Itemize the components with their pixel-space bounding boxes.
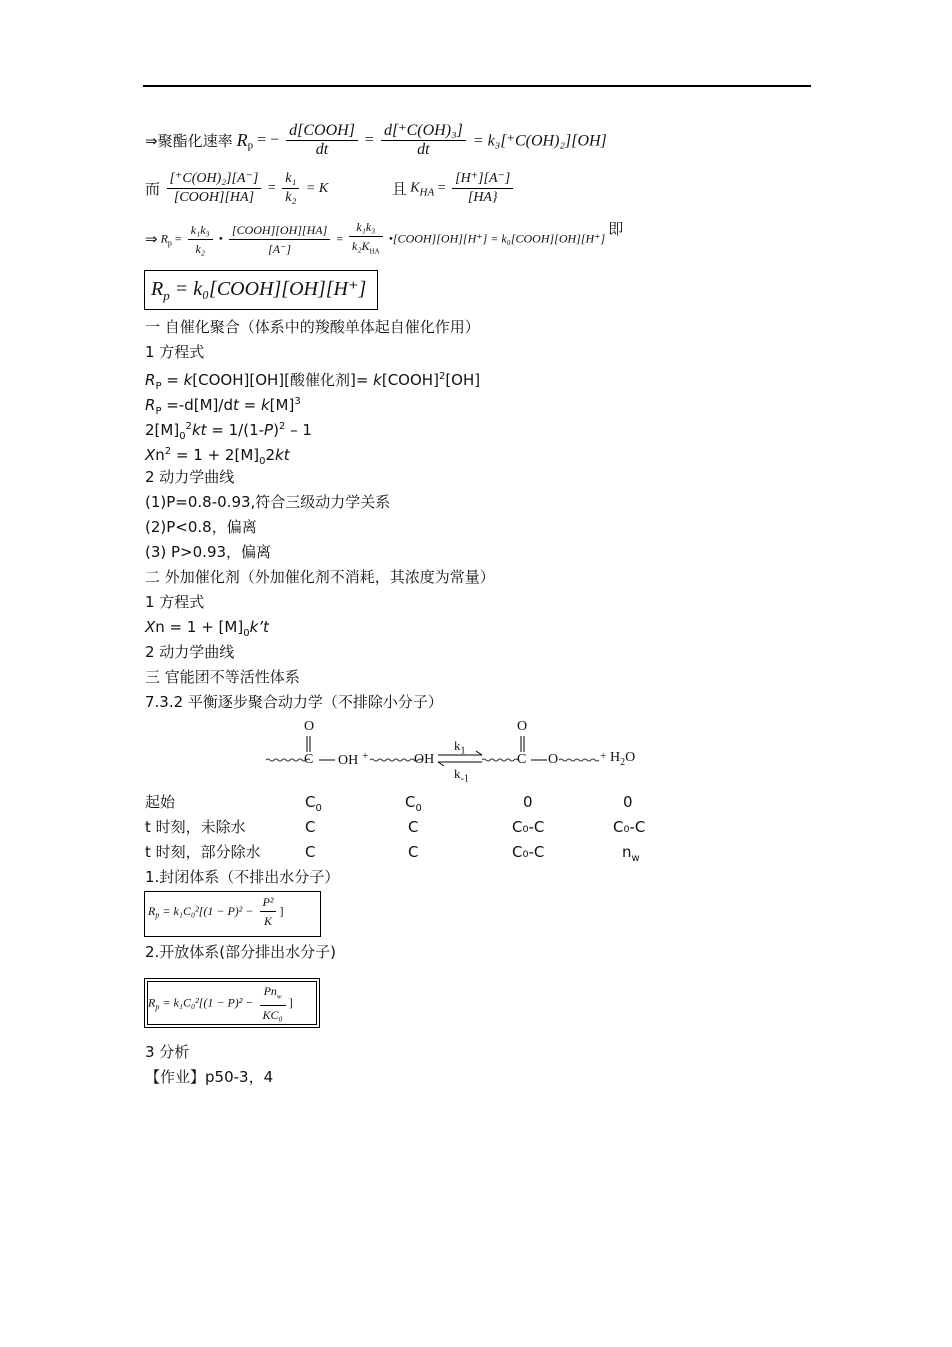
eq3-num3: k₁k₃ [349, 218, 383, 237]
eq-line-xn-2 [145, 617, 269, 644]
eq3-num2: [COOH][OH][HA] [229, 221, 330, 240]
eq1-prefix: ⇒聚酯化速率 [145, 132, 233, 150]
section-external-catalyst: 二 外加催化剂（外加催化剂不消耗，其浓度为常量） [145, 568, 495, 586]
eq2-eq3: = [437, 180, 446, 196]
cell: C [408, 843, 419, 861]
cell [305, 792, 322, 819]
t: 0 [179, 431, 186, 442]
rate-equation-3 [145, 218, 623, 262]
t: 0 [243, 628, 250, 639]
cell: C₀-C [512, 843, 545, 861]
t: n [622, 843, 632, 861]
t: X [145, 446, 156, 464]
open-lhs: R [148, 995, 156, 1010]
t: R [145, 396, 156, 414]
eq2-kha: K [410, 180, 420, 196]
eq3-suffix: 即 [608, 220, 624, 238]
eq2-den1: [COOH][HA] [173, 190, 255, 205]
plus-2: + [600, 750, 607, 762]
t: = [161, 371, 184, 389]
item-3: (3) P>0.93，偏离 [145, 543, 272, 561]
eq3-frac1 [188, 221, 213, 258]
homework-line: 【作业】p50-3，4 [145, 1068, 274, 1086]
t: [COOH][OH][酸催化剂]= [192, 371, 374, 389]
closed-system-title: 1.封闭体系（不排出水分子） [145, 868, 340, 886]
closed-end: ] [279, 904, 284, 918]
t: 0 [315, 803, 322, 814]
water-sub: 2 [620, 756, 626, 768]
t: k [183, 371, 193, 389]
eq1-rp-sub: p [247, 139, 254, 152]
t: = 1 + 2[M] [171, 446, 260, 464]
closed-num: P² [260, 893, 277, 912]
t: n = 1 + [M] [155, 618, 244, 636]
eq2-den2: k₂ [285, 190, 297, 205]
t: 3 [294, 396, 301, 407]
km1-sub: -1 [460, 773, 469, 785]
closed-system-equation [148, 893, 283, 930]
reverse-arrowhead [438, 762, 444, 766]
t: = 1/(1- [206, 421, 265, 439]
eq2-kha-sub: HA [419, 186, 435, 199]
t: R [145, 371, 156, 389]
cell: C₀-C [512, 818, 545, 836]
eq3-rhs: •[COOH][OH][H⁺] = k₀[COOH][OH][H⁺] [388, 231, 606, 246]
t: 2 [438, 371, 446, 382]
carbon-1: C [304, 752, 314, 767]
eq3-den2: [A⁻] [268, 241, 292, 256]
row-label-no-removal: t 时刻，未除水 [145, 818, 246, 836]
t: 2[M] [145, 421, 180, 439]
t: kt [275, 446, 290, 464]
eq2-num2: k₁ [282, 170, 299, 189]
subsection-kinetic-curve-1: 2 动力学曲线 [145, 468, 235, 486]
t: [COOH] [381, 371, 439, 389]
eq3-dot: • [218, 231, 223, 246]
eq3-eq: = [174, 231, 182, 246]
t: P [155, 381, 162, 392]
carbon-2: C [517, 752, 527, 767]
eq2-num3: [H⁺][A⁻] [452, 170, 513, 189]
eq1-frac2 [381, 122, 466, 159]
open-frac [260, 982, 286, 1024]
boxed-rate-law-text [151, 276, 366, 304]
section-equilibrium-kinetics: 7.3.2 平衡逐步聚合动力学（不排除小分子） [145, 693, 443, 711]
open-lhs-sub: p [155, 1002, 160, 1012]
plus-1: + [362, 750, 369, 762]
row-label-partial-removal: t 时刻，部分除水 [145, 843, 261, 861]
water [610, 750, 635, 768]
eq3-frac2 [229, 221, 330, 258]
t: k [260, 396, 270, 414]
eq1-num2: d[⁺C(OH)₃] [381, 122, 466, 141]
open-den: KC₀ [262, 1008, 283, 1023]
hydroxyl-1: OH [338, 753, 359, 768]
closed-lhs-sub: p [155, 910, 160, 920]
cell [622, 842, 640, 869]
eq2-mid: 且 [391, 180, 407, 198]
km1: k [454, 766, 461, 781]
boxed-rp-sub: p [163, 288, 170, 303]
rate-constant-reverse [454, 766, 469, 785]
open-num-text: Pn [263, 984, 277, 998]
t: kt [191, 421, 207, 439]
t: X [145, 618, 156, 636]
open-num-sub: w [276, 992, 282, 1001]
t: [M] [269, 396, 295, 414]
eq3-den3 [349, 237, 383, 260]
item-1: (1)P=0.8-0.93,符合三级动力学关系 [145, 493, 391, 511]
t: [OH] [445, 371, 481, 389]
eq3-den3-text: k₂K [352, 239, 370, 253]
t: 2 [278, 421, 286, 432]
water-h: H [610, 750, 621, 765]
t: P [264, 421, 274, 439]
eq2-frac3 [452, 170, 513, 207]
carbonyl-o-2: O [517, 719, 528, 734]
cell: C₀-C [613, 818, 646, 836]
eq3-rp-sub: p [167, 238, 172, 248]
eq3-prefix: ⇒ [145, 230, 158, 249]
open-system-equation [148, 982, 293, 1024]
eq3-rp: R [160, 231, 168, 246]
open-system-title: 2.开放体系(部分排出水分子) [145, 943, 337, 961]
analysis-heading: 3 分析 [145, 1043, 190, 1061]
closed-den: K [263, 914, 272, 928]
t: P [155, 406, 162, 417]
rate-equation-2 [145, 170, 516, 214]
boxed-rp: R [151, 278, 164, 300]
t: C [405, 793, 416, 811]
k1: k [454, 738, 461, 753]
eq3-den3-sub: HA [369, 247, 380, 256]
eq1-num1: d[COOH] [286, 122, 358, 141]
eq1-den1: dt [315, 141, 329, 158]
eq2-frac2 [282, 170, 299, 207]
water-o: O [625, 750, 636, 765]
closed-mid: = k₁C₀²[(1 − P)² − [162, 904, 254, 918]
section-unequal-activity: 三 官能团不等活性体系 [145, 668, 300, 686]
cell: 0 [523, 793, 533, 811]
forward-arrowhead [476, 751, 482, 755]
t: =-d[M]/d [161, 396, 233, 414]
rate-equation-1 [145, 122, 607, 166]
eq1-den2: dt [417, 141, 430, 158]
cell [405, 792, 422, 819]
hydroxyl-2: OH [414, 752, 435, 767]
row-label-initial: 起始 [145, 793, 176, 811]
cell: C [408, 818, 419, 836]
t: 2 [265, 446, 276, 464]
eq3-num1: k₁k₃ [188, 221, 213, 240]
eq1-rhs: = k₃[⁺C(OH)₂][OH] [472, 132, 607, 150]
header-rule [143, 85, 811, 87]
t: k [373, 371, 382, 389]
t: w [631, 853, 640, 864]
t: C [305, 793, 316, 811]
t: 2 [164, 446, 172, 457]
t: t [232, 396, 239, 414]
closed-frac [260, 893, 277, 930]
t: 0 [415, 803, 422, 814]
carbonyl-o-1: O [304, 719, 315, 734]
boxed-rhs: = k₀[COOH][OH][H⁺] [174, 278, 367, 300]
k1-sub: 1 [460, 745, 466, 757]
cell: C [305, 818, 316, 836]
eq2-num1: [⁺C(OH)₂][A⁻] [167, 170, 262, 189]
chain-squiggle-4 [559, 759, 599, 761]
t: 0 [259, 456, 266, 467]
eq2-rhs: = K [305, 180, 329, 196]
eq1-eq2: = [364, 131, 374, 149]
open-end: ] [288, 995, 293, 1010]
section-self-catalysis: 一 自催化聚合（体系中的羧酸单体起自催化作用） [145, 318, 480, 336]
eq2-eq: = [267, 180, 276, 196]
eq1-rp: R [236, 130, 248, 150]
closed-lhs: R [148, 904, 156, 918]
t: – 1 [285, 421, 312, 439]
t: 2 [185, 421, 192, 432]
cell: C [305, 843, 316, 861]
eq3-eq2: = [336, 231, 344, 246]
eq2-frac1 [167, 170, 262, 207]
eq3-frac3 [349, 218, 383, 260]
eq1-frac1 [286, 122, 358, 159]
chain-squiggle-3 [482, 759, 518, 761]
t: n [155, 446, 165, 464]
open-mid: = k₁C₀²[(1 − P)² − [162, 995, 254, 1010]
subsection-equation-2: 1 方程式 [145, 593, 205, 611]
eq3-den1: k₂ [195, 241, 205, 256]
cell: 0 [623, 793, 633, 811]
subsection-equation-1: 1 方程式 [145, 343, 205, 361]
subsection-kinetic-curve-2: 2 动力学曲线 [145, 643, 235, 661]
rate-constant-forward [454, 738, 466, 757]
ester-oxygen: O [548, 752, 559, 767]
eq2-prefix: 而 [145, 180, 161, 198]
t: ) [273, 421, 279, 439]
item-2: (2)P<0.8，偏离 [145, 518, 257, 536]
t: = [238, 396, 261, 414]
eq1-eq: = − [257, 131, 280, 149]
t: k’t [249, 618, 269, 636]
open-num [260, 982, 286, 1006]
eq2-den3: [HA} [467, 190, 498, 205]
